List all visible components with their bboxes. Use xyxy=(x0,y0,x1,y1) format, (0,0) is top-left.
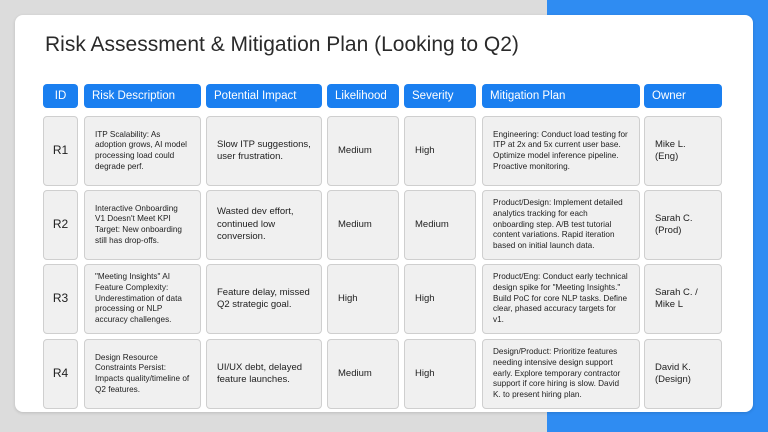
likelihood: Medium xyxy=(327,339,399,409)
risk-id: R4 xyxy=(43,339,78,409)
header-likelihood: Likelihood xyxy=(327,84,399,108)
potential-impact: Feature delay, missed Q2 strategic goal. xyxy=(206,264,322,334)
risk-id: R2 xyxy=(43,190,78,260)
risk-description: ITP Scalability: As adoption grows, AI model processing load could degrade perf. xyxy=(84,116,201,186)
mitigation-plan: Product/Design: Implement detailed analytics tracking for each onboarding step. A/B test tutorial content variations. Rapid iteration based on initial launch data. xyxy=(482,190,640,260)
header-severity: Severity xyxy=(404,84,476,108)
table-header xyxy=(43,84,723,108)
severity: Medium xyxy=(404,190,476,260)
header-owner: Owner xyxy=(644,84,722,108)
risk-id: R3 xyxy=(43,264,78,334)
mitigation-plan: Design/Product: Prioritize features needing intensive design support early. Explore temporary contractor support if core hiring is slow. David K. to present hiring plan. xyxy=(482,339,640,409)
owner: Sarah C. (Prod) xyxy=(644,190,722,260)
header-potential-impact: Potential Impact xyxy=(206,84,322,108)
risk-description: Interactive Onboarding V1 Doesn't Meet KPI Target: New onboarding still has drop-offs. xyxy=(84,190,201,260)
slide-title: Risk Assessment & Mitigation Plan (Looking to Q2) xyxy=(45,33,519,56)
risk-id: R1 xyxy=(43,116,78,186)
mitigation-plan: Product/Eng: Conduct early technical design spike for "Meeting Insights." Build PoC for core NLP tasks. Define clear, phased accuracy targets for v1. xyxy=(482,264,640,334)
likelihood: Medium xyxy=(327,190,399,260)
potential-impact: Slow ITP suggestions, user frustration. xyxy=(206,116,322,186)
severity: High xyxy=(404,339,476,409)
potential-impact: UI/UX debt, delayed feature launches. xyxy=(206,339,322,409)
severity: High xyxy=(404,264,476,334)
likelihood: High xyxy=(327,264,399,334)
likelihood: Medium xyxy=(327,116,399,186)
owner: Sarah C. / Mike L xyxy=(644,264,722,334)
severity: High xyxy=(404,116,476,186)
header-risk-description: Risk Description xyxy=(84,84,201,108)
owner: Mike L. (Eng) xyxy=(644,116,722,186)
risk-description: "Meeting Insights" AI Feature Complexity: Underestimation of data processing or NLP accuracy challenges. xyxy=(84,264,201,334)
mitigation-plan: Engineering: Conduct load testing for ITP at 2x and 5x current user base. Optimize model inference pipeline. Proactive monitoring. xyxy=(482,116,640,186)
risk-description: Design Resource Constraints Persist: Impacts quality/timeline of Q2 features. xyxy=(84,339,201,409)
header-mitigation-plan: Mitigation Plan xyxy=(482,84,640,108)
owner: David K. (Design) xyxy=(644,339,722,409)
potential-impact: Wasted dev effort, continued low conversion. xyxy=(206,190,322,260)
header-id: ID xyxy=(43,84,78,108)
